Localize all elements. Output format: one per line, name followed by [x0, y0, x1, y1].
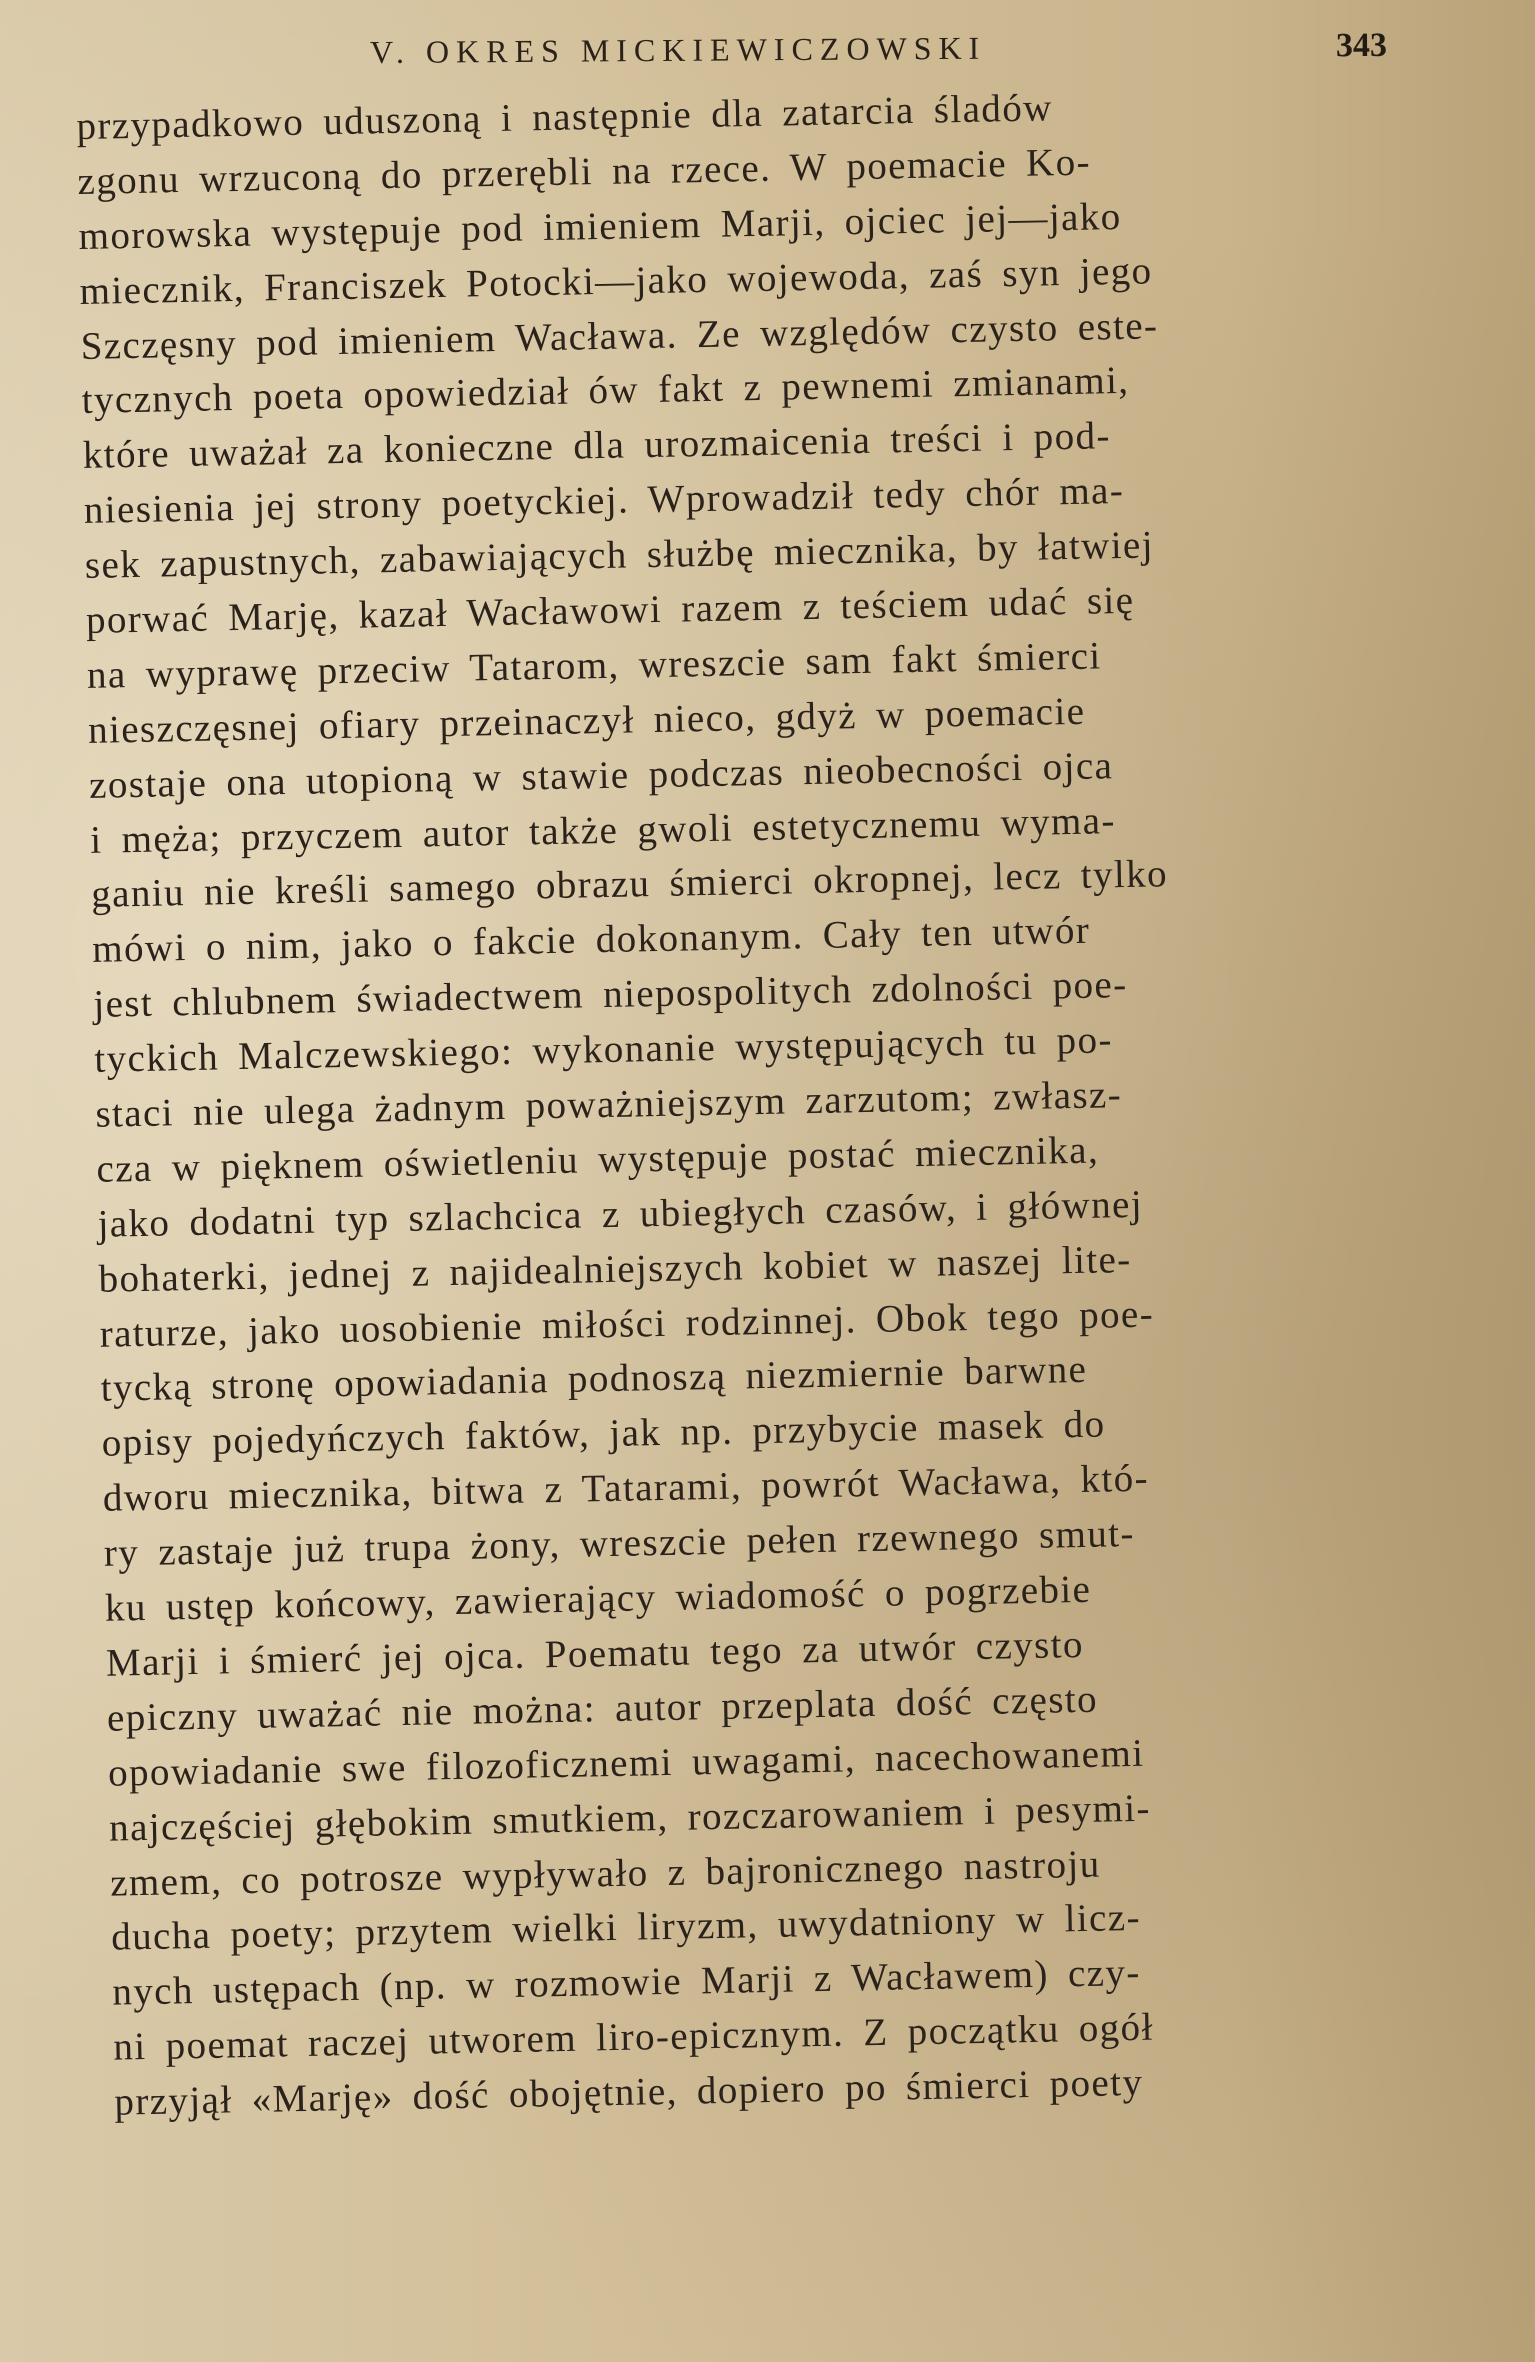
text-line: opisy pojedyńczych faktów, jak np. przybycie masek do — [101, 1402, 1106, 1466]
text-line: jako dodatni typ szlachcica z ubiegłych czasów, i głównej — [97, 1182, 1144, 1246]
text-line: na wyprawę przeciw Tatarom, wreszcie sam fakt śmierci — [86, 634, 1102, 697]
text-line: ni poemat raczej utworem liro-epicznym. Z początku ogół — [112, 2005, 1155, 2069]
running-title: V. OKRES MICKIEWICZOWSKI — [369, 29, 987, 70]
text-line: niesienia jej strony poetyckiej. Wprowadził tedy chór ma- — [83, 469, 1125, 533]
text-line: Marji i śmierć jej ojca. Poematu tego za utwór czysto — [105, 1622, 1085, 1685]
text-line: nieszczęsnej ofiary przeinaczył nieco, gdyż w poemacie — [87, 689, 1086, 752]
body-text — [76, 74, 1455, 2130]
text-line: najczęściej głębokim smutkiem, rozczarowaniem i pesymi- — [108, 1786, 1152, 1850]
text-line: zmem, co potrosze wypływało z bajronicznego nastroju — [109, 1842, 1101, 1905]
text-line: które uważał za konieczne dla urozmaicenia treści i pod- — [82, 414, 1112, 478]
text-line: przyjął «Marję» dość obojętnie, dopiero po śmierci poety — [114, 2060, 1144, 2124]
text-line: jest chlubnem świadectwem niepospolitych zdolności poe- — [92, 963, 1128, 1027]
text-line: tycką stronę opowiadania podnoszą niezmiernie barwne — [100, 1348, 1088, 1411]
text-line: morowska występuje pod imieniem Marji, ojciec jej—jako — [78, 194, 1122, 258]
text-line: zgonu wrzuconą do przerębli na rzece. W poemacie Ko- — [77, 140, 1092, 203]
text-line: cza w pięknem oświetleniu występuje postać miecznika, — [96, 1128, 1100, 1191]
text-line: ry zastaje już trupa żony, wreszcie pełen rzewnego smut- — [103, 1512, 1136, 1575]
text-line: i męża; przyczem autor także gwoli estetycznemu wyma- — [89, 798, 1117, 862]
text-line: tyckich Malczewskiego: wykonanie występujących tu po- — [94, 1018, 1114, 1081]
text-line: epiczny uważać nie można: autor przeplata dość często — [106, 1677, 1099, 1740]
text-line: mówi o nim, jako o fakcie dokonanym. Cały ten utwór — [91, 909, 1091, 972]
text-line: Szczęsny pod imieniem Wacława. Ze względów czysto este- — [80, 303, 1159, 368]
text-line: staci nie ulega żadnym poważniejszym zarzutom; zwłasz- — [95, 1073, 1123, 1136]
text-line: raturze, jako uosobienie miłości rodzinnej. Obok tego poe- — [99, 1292, 1155, 1356]
text-line: ganiu nie kreśli samego obrazu śmierci okropnej, lecz tylko — [90, 852, 1169, 917]
text-line: sek zapustnych, zabawiających służbę miecznika, by łatwiej — [84, 523, 1155, 588]
text-line: ducha poety; przytem wielki liryzm, uwydatniony w licz- — [110, 1896, 1142, 1960]
page-number: 343 — [1335, 26, 1388, 65]
text-line: nych ustępach (np. w rozmowie Marji z Wacławem) czy- — [111, 1951, 1142, 2014]
page-header — [370, 27, 1387, 74]
text-line: opowiadanie swe filozoficznemi uwagami, nacechowanemi — [107, 1731, 1145, 1795]
text-line: dworu miecznika, bitwa z Tatarami, powrót Wacława, któ- — [102, 1456, 1150, 1521]
text-line: bohaterki, jednej z najidealniejszych kobiet w naszej lite- — [98, 1237, 1132, 1301]
text-line: miecznik, Franciszek Potocki—jako wojewoda, zaś syn jego — [79, 249, 1153, 313]
text-line: ku ustęp końcowy, zawierający wiadomość o pogrzebie — [104, 1567, 1092, 1630]
text-line: porwać Marję, kazał Wacławowi razem z teściem udać się — [85, 578, 1135, 642]
text-line: przypadkowo uduszoną i następnie dla zatarcia śladów — [76, 86, 1054, 148]
text-line: tycznych poeta opowiedział ów fakt z pewnemi zmianami, — [81, 359, 1130, 423]
text-line: zostaje ona utopioną w stawie podczas nieobecności ojca — [88, 743, 1114, 807]
